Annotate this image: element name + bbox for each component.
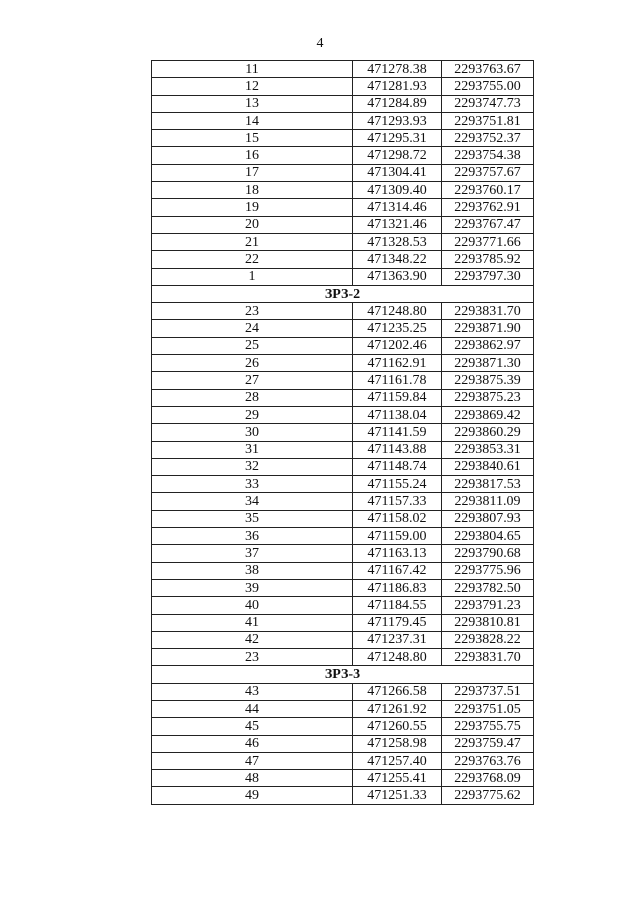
point-number-cell: 22 xyxy=(152,251,353,268)
x-coordinate-cell: 471298.72 xyxy=(353,147,442,164)
table-row xyxy=(152,510,534,527)
page-number: 4 xyxy=(316,36,324,51)
x-coordinate-cell: 471141.59 xyxy=(353,424,442,441)
x-coordinate-cell: 471235.25 xyxy=(353,320,442,337)
y-coordinate-cell: 2293751.05 xyxy=(442,700,534,717)
y-coordinate-cell: 2293763.76 xyxy=(442,752,534,769)
table-row xyxy=(152,372,534,389)
point-number-cell: 32 xyxy=(152,458,353,475)
table-row xyxy=(152,562,534,579)
point-number-cell: 21 xyxy=(152,233,353,250)
point-number-cell: 25 xyxy=(152,337,353,354)
point-number-cell: 47 xyxy=(152,752,353,769)
point-number-cell: 1 xyxy=(152,268,353,285)
x-coordinate-cell: 471186.83 xyxy=(353,579,442,596)
x-coordinate-cell: 471363.90 xyxy=(353,268,442,285)
x-coordinate-cell: 471161.78 xyxy=(353,372,442,389)
x-coordinate-cell: 471281.93 xyxy=(353,78,442,95)
x-coordinate-cell: 471284.89 xyxy=(353,95,442,112)
table-row xyxy=(152,631,534,648)
table-row xyxy=(152,389,534,406)
table-row xyxy=(152,700,534,717)
point-number-cell: 45 xyxy=(152,718,353,735)
y-coordinate-cell: 2293860.29 xyxy=(442,424,534,441)
coordinates-table-body xyxy=(152,61,534,805)
x-coordinate-cell: 471261.92 xyxy=(353,700,442,717)
point-number-cell: 14 xyxy=(152,112,353,129)
table-row xyxy=(152,112,534,129)
point-number-cell: 29 xyxy=(152,406,353,423)
table-row xyxy=(152,683,534,700)
point-number-cell: 23 xyxy=(152,649,353,666)
point-number-cell: 27 xyxy=(152,372,353,389)
point-number-cell: 44 xyxy=(152,700,353,717)
x-coordinate-cell: 471143.88 xyxy=(353,441,442,458)
x-coordinate-cell: 471260.55 xyxy=(353,718,442,735)
table-row xyxy=(152,216,534,233)
table-row xyxy=(152,199,534,216)
point-number-cell: 40 xyxy=(152,597,353,614)
table-row xyxy=(152,320,534,337)
table-row xyxy=(152,770,534,787)
point-number-cell: 17 xyxy=(152,164,353,181)
y-coordinate-cell: 2293871.30 xyxy=(442,355,534,372)
table-row xyxy=(152,424,534,441)
table-row xyxy=(152,545,534,562)
y-coordinate-cell: 2293760.17 xyxy=(442,182,534,199)
x-coordinate-cell: 471309.40 xyxy=(353,182,442,199)
point-number-cell: 36 xyxy=(152,528,353,545)
table-row xyxy=(152,164,534,181)
y-coordinate-cell: 2293751.81 xyxy=(442,112,534,129)
x-coordinate-cell: 471158.02 xyxy=(353,510,442,527)
table-row xyxy=(152,735,534,752)
x-coordinate-cell: 471237.31 xyxy=(353,631,442,648)
x-coordinate-cell: 471155.24 xyxy=(353,476,442,493)
x-coordinate-cell: 471179.45 xyxy=(353,614,442,631)
table-row xyxy=(152,337,534,354)
x-coordinate-cell: 471348.22 xyxy=(353,251,442,268)
table-row xyxy=(152,268,534,285)
x-coordinate-cell: 471184.55 xyxy=(353,597,442,614)
table-row xyxy=(152,787,534,804)
point-number-cell: 20 xyxy=(152,216,353,233)
x-coordinate-cell: 471148.74 xyxy=(353,458,442,475)
x-coordinate-cell: 471157.33 xyxy=(353,493,442,510)
y-coordinate-cell: 2293804.65 xyxy=(442,528,534,545)
table-row xyxy=(152,614,534,631)
x-coordinate-cell: 471167.42 xyxy=(353,562,442,579)
point-number-cell: 48 xyxy=(152,770,353,787)
y-coordinate-cell: 2293828.22 xyxy=(442,631,534,648)
point-number-cell: 15 xyxy=(152,130,353,147)
y-coordinate-cell: 2293811.09 xyxy=(442,493,534,510)
x-coordinate-cell: 471163.13 xyxy=(353,545,442,562)
point-number-cell: 38 xyxy=(152,562,353,579)
y-coordinate-cell: 2293747.73 xyxy=(442,95,534,112)
y-coordinate-cell: 2293791.23 xyxy=(442,597,534,614)
table-row xyxy=(152,579,534,596)
y-coordinate-cell: 2293768.09 xyxy=(442,770,534,787)
table-row xyxy=(152,441,534,458)
x-coordinate-cell: 471248.80 xyxy=(353,649,442,666)
point-number-cell: 12 xyxy=(152,78,353,95)
y-coordinate-cell: 2293871.90 xyxy=(442,320,534,337)
table-row xyxy=(152,78,534,95)
x-coordinate-cell: 471304.41 xyxy=(353,164,442,181)
y-coordinate-cell: 2293755.75 xyxy=(442,718,534,735)
table-row xyxy=(152,251,534,268)
table-row xyxy=(152,95,534,112)
table-row xyxy=(152,182,534,199)
point-number-cell: 23 xyxy=(152,303,353,320)
y-coordinate-cell: 2293737.51 xyxy=(442,683,534,700)
y-coordinate-cell: 2293754.38 xyxy=(442,147,534,164)
section-title: ЗРЗ-3 xyxy=(152,666,534,683)
y-coordinate-cell: 2293785.92 xyxy=(442,251,534,268)
y-coordinate-cell: 2293817.53 xyxy=(442,476,534,493)
y-coordinate-cell: 2293782.50 xyxy=(442,579,534,596)
y-coordinate-cell: 2293759.47 xyxy=(442,735,534,752)
point-number-cell: 49 xyxy=(152,787,353,804)
x-coordinate-cell: 471202.46 xyxy=(353,337,442,354)
table-row xyxy=(152,458,534,475)
point-number-cell: 34 xyxy=(152,493,353,510)
table-row xyxy=(152,303,534,320)
y-coordinate-cell: 2293775.62 xyxy=(442,787,534,804)
x-coordinate-cell: 471255.41 xyxy=(353,770,442,787)
y-coordinate-cell: 2293840.61 xyxy=(442,458,534,475)
y-coordinate-cell: 2293762.91 xyxy=(442,199,534,216)
point-number-cell: 28 xyxy=(152,389,353,406)
point-number-cell: 13 xyxy=(152,95,353,112)
point-number-cell: 11 xyxy=(152,61,353,78)
point-number-cell: 35 xyxy=(152,510,353,527)
table-row xyxy=(152,752,534,769)
point-number-cell: 26 xyxy=(152,355,353,372)
y-coordinate-cell: 2293755.00 xyxy=(442,78,534,95)
x-coordinate-cell: 471162.91 xyxy=(353,355,442,372)
y-coordinate-cell: 2293797.30 xyxy=(442,268,534,285)
section-header-row xyxy=(152,666,534,683)
table-row xyxy=(152,493,534,510)
x-coordinate-cell: 471328.53 xyxy=(353,233,442,250)
y-coordinate-cell: 2293869.42 xyxy=(442,406,534,423)
point-number-cell: 46 xyxy=(152,735,353,752)
x-coordinate-cell: 471266.58 xyxy=(353,683,442,700)
y-coordinate-cell: 2293757.67 xyxy=(442,164,534,181)
table-row xyxy=(152,130,534,147)
y-coordinate-cell: 2293810.81 xyxy=(442,614,534,631)
x-coordinate-cell: 471314.46 xyxy=(353,199,442,216)
y-coordinate-cell: 2293790.68 xyxy=(442,545,534,562)
x-coordinate-cell: 471258.98 xyxy=(353,735,442,752)
x-coordinate-cell: 471278.38 xyxy=(353,61,442,78)
y-coordinate-cell: 2293831.70 xyxy=(442,649,534,666)
point-number-cell: 24 xyxy=(152,320,353,337)
point-number-cell: 39 xyxy=(152,579,353,596)
x-coordinate-cell: 471251.33 xyxy=(353,787,442,804)
y-coordinate-cell: 2293853.31 xyxy=(442,441,534,458)
table-row xyxy=(152,597,534,614)
table-row xyxy=(152,718,534,735)
table-row xyxy=(152,233,534,250)
point-number-cell: 33 xyxy=(152,476,353,493)
point-number-cell: 37 xyxy=(152,545,353,562)
y-coordinate-cell: 2293767.47 xyxy=(442,216,534,233)
point-number-cell: 18 xyxy=(152,182,353,199)
point-number-cell: 19 xyxy=(152,199,353,216)
x-coordinate-cell: 471293.93 xyxy=(353,112,442,129)
x-coordinate-cell: 471321.46 xyxy=(353,216,442,233)
x-coordinate-cell: 471159.84 xyxy=(353,389,442,406)
y-coordinate-cell: 2293831.70 xyxy=(442,303,534,320)
y-coordinate-cell: 2293875.23 xyxy=(442,389,534,406)
y-coordinate-cell: 2293771.66 xyxy=(442,233,534,250)
table-row xyxy=(152,528,534,545)
point-number-cell: 16 xyxy=(152,147,353,164)
section-title: ЗРЗ-2 xyxy=(152,285,534,302)
coordinates-table xyxy=(151,60,534,805)
x-coordinate-cell: 471257.40 xyxy=(353,752,442,769)
table-row xyxy=(152,649,534,666)
point-number-cell: 43 xyxy=(152,683,353,700)
point-number-cell: 42 xyxy=(152,631,353,648)
point-number-cell: 30 xyxy=(152,424,353,441)
table-row xyxy=(152,476,534,493)
x-coordinate-cell: 471159.00 xyxy=(353,528,442,545)
x-coordinate-cell: 471138.04 xyxy=(353,406,442,423)
y-coordinate-cell: 2293862.97 xyxy=(442,337,534,354)
y-coordinate-cell: 2293807.93 xyxy=(442,510,534,527)
y-coordinate-cell: 2293752.37 xyxy=(442,130,534,147)
y-coordinate-cell: 2293875.39 xyxy=(442,372,534,389)
y-coordinate-cell: 2293763.67 xyxy=(442,61,534,78)
table-row xyxy=(152,147,534,164)
x-coordinate-cell: 471295.31 xyxy=(353,130,442,147)
point-number-cell: 31 xyxy=(152,441,353,458)
table-row xyxy=(152,406,534,423)
table-row xyxy=(152,61,534,78)
point-number-cell: 41 xyxy=(152,614,353,631)
table-row xyxy=(152,355,534,372)
section-header-row xyxy=(152,285,534,302)
y-coordinate-cell: 2293775.96 xyxy=(442,562,534,579)
x-coordinate-cell: 471248.80 xyxy=(353,303,442,320)
